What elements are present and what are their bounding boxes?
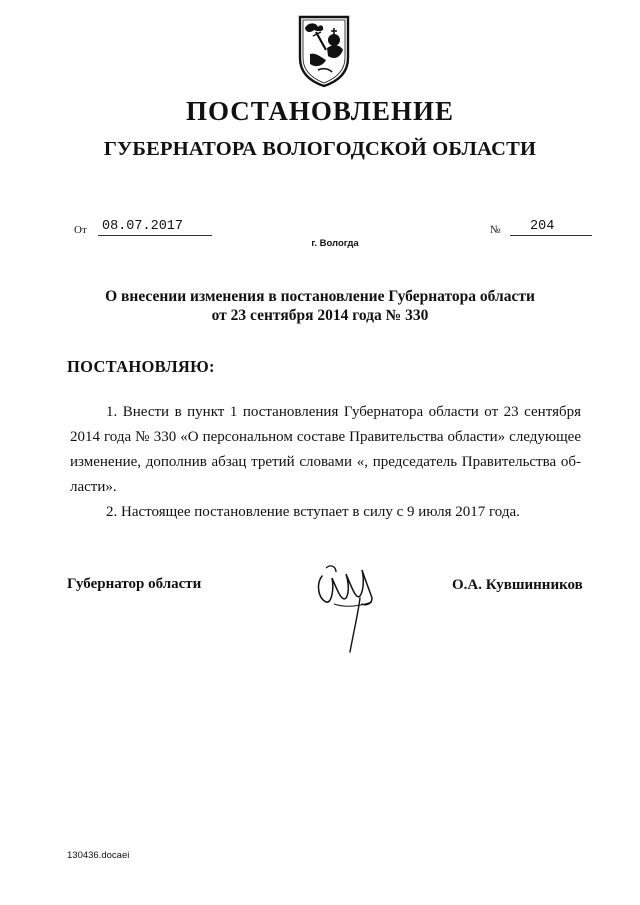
document-subject [0,287,640,325]
signer-title: Губернатор области [67,576,202,592]
document-number: 204 [510,218,592,236]
handwritten-signature-icon [312,558,384,658]
coat-of-arms-icon [296,14,352,88]
document-subtitle: ГУБЕРНАТОРА ВОЛОГОДСКОЙ ОБЛАСТИ [103,138,537,160]
date-prefix: От [74,224,87,236]
paragraph-2: 2. Настоящее постановление вступает в силу с 9 июля 2017 года. [106,504,520,520]
subject-line-2: от 23 сентября 2014 года № 330 [211,307,429,324]
signer-name: О.А. Кувшинников [452,577,583,593]
document-date: 08.07.2017 [98,218,212,236]
subject-line-1: О внесении изменения в постановление Губернатора области [105,288,535,305]
document-body [70,400,581,525]
paragraph-1: 1. Внести в пункт 1 постановления Губернатора области от 23 сентября 2014 года № 330 «О персональном составе Правительства области» следующее изменение, дополнив абзац третий словами «, председатель Правительства области». [70,404,581,495]
number-prefix: № [490,224,501,236]
file-name: 130436.docaei [67,850,130,861]
decree-heading: ПОСТАНОВЛЯЮ: [67,357,215,376]
city-label: г. Вологда [311,238,359,249]
document-title: ПОСТАНОВЛЕНИЕ [185,96,455,126]
